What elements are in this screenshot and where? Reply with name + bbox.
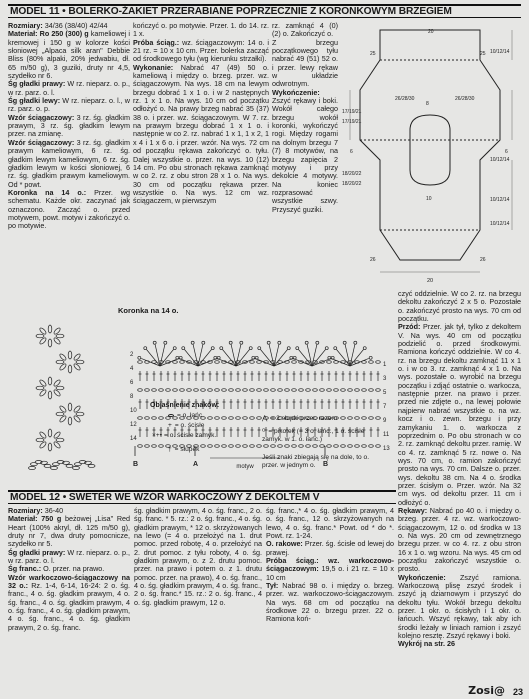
diagram-measure: 25 [370, 51, 376, 57]
paragraph [272, 39, 338, 89]
double-crochet-icon: † [168, 446, 172, 453]
paragraph-text: 3 rz. śg. gładkim prawym, 3 rz. śg. gładkim lewym przer. na zmianę. [8, 112, 130, 139]
paragraph [398, 290, 521, 323]
row-number: 6 [130, 380, 134, 386]
paragraph-heading: Śg franc.: [8, 564, 42, 574]
model11-header: MODEL 11 • BOLERKO-ŻAKIET PRZERABIANE POPRZECZNIE Z KORONKOWYM BRZEGIEM [8, 4, 521, 18]
paragraph-text: beżowej „Lisa" Red Heart (100% akryl, dł. 125 m/50 g), druty nr 7, dwa druty pomocnicze, szydełko nr 5. [8, 514, 130, 549]
paragraph-heading: Śg gładki prawy: [8, 547, 66, 557]
paragraph-heading: Rozmiary: [8, 22, 43, 30]
diagram-measure: 10/12/14 [490, 197, 510, 203]
diagram-measure: 17/19/21 [342, 119, 362, 125]
picot-icon: ᴼ [262, 428, 266, 435]
diagram-measure: 6 [350, 149, 353, 155]
paragraph [8, 97, 130, 114]
paragraph-text: śg. franc.,* 4 o. śg. gładkim prawym, 4 o. śg. franc., 12 o. skrzyżowanych na lewo, 4 o. śg. franc.* Powt. od * do *. Powt. rz. 1-24. [266, 507, 394, 541]
paragraph [398, 574, 521, 641]
paragraph [272, 89, 338, 214]
paragraph [134, 507, 262, 607]
dc2tog-icon: ⋀ [262, 415, 268, 422]
page-number: 23 [512, 687, 523, 697]
paragraph-text: rz. zamknąć 4 (0) (2) o. Zakończyć o. [272, 22, 338, 39]
arrow-label: A [193, 461, 199, 468]
legend-item-picot: ᴼ = pikotek (= 3 o. łańc., 1 o. ścisłe zamyk. w 1. o. łańc.) [262, 428, 365, 443]
paragraph-heading: Śg gładki prawy: [8, 79, 66, 89]
slip-stitch-icon: ×+• [152, 432, 163, 439]
paragraph-text: Przer. śg. ścisłe od lewej do prawej. [266, 539, 394, 557]
diagram-measure: 26 [480, 257, 486, 263]
diagram-measure: 17/19/21 [342, 109, 362, 115]
row-number-right: 1 [383, 362, 387, 368]
paragraph-heading: Materiał: 750 g [8, 514, 62, 524]
paragraph [8, 30, 130, 80]
paragraph [133, 22, 269, 39]
paragraph-heading: Wykrój na str. 26 [398, 639, 455, 649]
row-number-right: 7 [383, 404, 387, 410]
legend-item-dc: † = słupek [168, 446, 200, 453]
single-crochet-icon: + [168, 422, 172, 429]
row-number: 10 [130, 408, 137, 414]
bolero-pattern-diagram [340, 20, 524, 288]
diagram-num-20: 20 [426, 278, 434, 284]
model12-column-2 [134, 507, 262, 695]
paragraph [8, 114, 130, 139]
paragraph-heading: Wykończenie: [398, 572, 446, 582]
paragraph-heading: Próba ściąg.: [133, 37, 180, 47]
diagram-measure: 10/12/14 [490, 49, 510, 55]
paragraph-text: Nabrać po 40 o. i między o. brzeg. przer. 4 rz. wz. warkoczowo-ściągaczowym, 12 o. od środka w 13 o. Na wys. 20 cm od zewnętrznego brzegu przer. w co 4. rz. z obu stron 16 x 1 o. wg wzoru. Na wys. 45 cm od początku zakończyć wszystkie o. prosto. [398, 505, 521, 574]
paragraph [8, 139, 130, 189]
paragraph [266, 582, 394, 624]
model11-column-2 [133, 22, 269, 298]
motif-label: motyw [236, 464, 254, 470]
paragraph-heading: Przód: [398, 322, 421, 332]
row-number-right: 9 [383, 418, 387, 424]
paragraph [266, 507, 394, 540]
paragraph-heading: Koronka na 14 o.: [8, 187, 87, 197]
paragraph [8, 515, 130, 548]
diagram-measure: 26 [370, 257, 376, 263]
paragraph-text: 19,5 o. i 21 rz. = 10 x 10 cm [266, 564, 394, 582]
legend-item-sc: + = o. ścisłe [168, 422, 205, 429]
diagram-measure: 18/20/22 [342, 181, 362, 187]
paragraph-heading: Wzór ściągaczowy: [8, 112, 75, 122]
paragraph-text: wz. ściągaczowym: 14 o. i 21 rz. = 10 x 10 cm. Przer. bolerka zacząć od środkowego tyłu (wg kierunku strzałki). [133, 37, 269, 64]
paragraph-text: W rz. nieparz. o. p., w rz. parz. o. l. [8, 547, 130, 566]
paragraph-text: kameliowej i kremowej i 150 g w kolorze kości słoniowej „Alpaca silk aran" Debbie Bliss (80% alpaki, 20% jedwabiu, dł. 65 m/50 g), 3 guziki, druty nr 4,5, szydełko nr 6. [8, 29, 130, 81]
paragraph-text: kończyć o. po motywie. Przer. 1. do 14. rz. 1 x. [133, 22, 269, 39]
paragraph-text: Zszyć ramiona. Warkoczową plisę zszyć środek i zszyć ją dziarnowym i przyszyć do dekoltu tyłu. Wokół brzegu dekoltu przer. 1 okr. o. ścisłych i 1 okr. o. łańcuch. Wszyć rękawy, tak aby ich środki leżały w liniach ramion i zszyć kolejno resztę. Zszyć rękawy i boki. [398, 572, 521, 641]
paragraph [8, 549, 130, 566]
diagram-measure: 8 [426, 101, 429, 107]
paragraph-text: Przer. wg schematu. Każde okr. zaczynać jak oznaczono. Zacząć o. przed motywem, powt. motyw i zakończyć o. po motywie. [8, 187, 130, 231]
paragraph-text: Nabrać 98 o. i między o. brzeg. przer. wz. warkoczowo-ściągaczowym. Na wys. 68 cm od początku na środkowe 22 o. brzegu przer. 22 o. Ramiona koń- [266, 581, 394, 624]
row-number-right: 13 [383, 446, 390, 452]
model12-header: MODEL 12 • SWETER WE WZÓR WARKOCZOWY Z DEKOLTEM V [8, 490, 396, 504]
model12-column-1 [8, 507, 130, 695]
paragraph [8, 189, 130, 231]
row-number: 12 [130, 422, 137, 428]
diagram-measure: 26/28/30 [455, 96, 475, 102]
paragraph-heading: O. rakowe: [266, 539, 303, 549]
diagram-measure: 10/12/14 [490, 221, 510, 227]
row-number: 4 [130, 366, 134, 372]
row-number-right: 11 [383, 432, 390, 438]
legend-item-slst: ×+• = o. ścisłe zamyk. [152, 432, 217, 439]
paragraph-text: czyć oddzielnie. W co 2. rz. na brzegu dekoltu zakończyć 2 x 5 o. Pozostałe o. zakończyć prosto na wys. 70 cm od początku. [398, 290, 521, 324]
paragraph-heading: Tył: [266, 581, 279, 591]
diagram-measure: 6 [505, 149, 508, 155]
paragraph-heading: Rozmiary: [8, 507, 43, 515]
paragraph-text: 34/36 (38/40) 42/44 [42, 22, 108, 30]
paragraph-text: 36-40 [42, 507, 64, 515]
paragraph [8, 80, 130, 97]
paragraph-heading: Wzór ściągaczowy: [8, 137, 75, 147]
paragraph-text: Nabrać 47 (49) 50 o. kameliową i między o. brzeg. przer. wz. ściągaczowym. Na wys. 18 cm na lewym brzegu dobrać 1 x 1 o. i w 2 następnych rz. 1 x 1 o. Na wys. 10 cm od początku odłożyć o. Na prawy brzeg nabrać 35 (37) 38 o. i przer. wz. ściągaczowym. W 7. rz. na prawym brzegu dobrać 1 x 1 o. i następnie w co 2. rz. nabrać 1 x 1, 1 x 2, 1 x 4 i 1 x 6 o. i przer. wzór. Na wys. 72 cm od początku rękawa zakończyć o. tyłu. Dalej wszystkie o. przer. na wys. 10 (12) 14 cm. Po obu stronach rękawa zamknąć w co 2. rz. z obu stron 28 x 1 o. Na wys. 30 cm od początku rękawa przer. wszystkie o. Na wys. 12 cm wz. ściągaczem, w pierwszym [133, 62, 269, 206]
paragraph [266, 540, 394, 557]
diagram-measure: 10 [426, 196, 432, 202]
row-number: 8 [130, 394, 134, 400]
legend-title: Objaśnienie znaków: [150, 402, 220, 409]
row-number: 14 [130, 436, 137, 442]
arrow-label: B [323, 461, 329, 468]
paragraph-heading: Śg gładki lewy: [8, 96, 61, 106]
model11-column-1 [8, 22, 130, 298]
paragraph-heading: Materiał: Ro 250 (300) g [8, 29, 89, 39]
paragraph-heading: Wzór warkoczowo-ściągaczowy na 32 o.: [8, 572, 130, 591]
chain-stitch-icon [168, 414, 174, 417]
paragraph-text: Rz. 1-4, 6-14, 16-24: 2 o. śg. franc., 4 o. śg. gładkim prawym, 4 o. śg. franc., 4 o. śg. gładkim prawym, 4 o. śg. franc., 4 o. śg. gładkim prawym, 4 o. śg. franc., 4 o. śg. gładkim prawym, 2 o. śg. franc. [8, 581, 130, 632]
diagram-measure: 20 [428, 29, 434, 35]
paragraph [398, 323, 521, 507]
paragraph-text: W rz. nieparz. o. l., w rz. parz. o. p. [8, 96, 130, 114]
paragraph-heading: Wykonanie: [133, 62, 174, 72]
row-number: 2 [130, 352, 134, 358]
row-number-right: 5 [383, 390, 387, 396]
model12-column-3 [266, 507, 394, 695]
signature: Zosi@ [468, 684, 505, 697]
paragraph [266, 557, 394, 582]
diagram-measure: 25 [480, 51, 486, 57]
paragraph [133, 39, 269, 64]
paragraph [398, 507, 521, 574]
paragraph-text: 3 rz. śg. gładkim prawym kameliowym, 6 rz. śg. gładkim lewym kameliowym, 6 rz. śg. gładkim lewym w kości słoniowej, 6 rz. śg. gładkim prawym kameliowym. Od * powt. [8, 137, 130, 189]
koronka-label: Koronka na 14 o. [118, 306, 179, 315]
legend-item-dc2tog: ⋀ = 2 słupki przer. razem [262, 415, 337, 422]
diagram-measure: 26/28/30 [395, 96, 415, 102]
paragraph-text: W rz. nieparz. o. p., w rz. parz. o. l. [8, 79, 130, 97]
paragraph-text: śg. gładkim prawym, 4 o. śg. franc., 2 o. śg. franc. * 5. rz.: 2 o. śg. franc., 4 o. śg. gładkim prawym, * 12 o. skrzyżowanych na lewo (= 4 o. przełożyć na 1. drut pomoc. przed robotę, 4 o. przełożyć na 2. drut pomoc. z tyłu roboty, 4 o. śg. gładkim prawym, o. z 2. drutu pomoc. przer. na prawo i potem o. z 1. drutu pomoc. przer. na prawo), 4 o. śg. franc., 4 o. śg. gładkim prawym, 4 o. śg. franc., 2 o. śg. franc.* 15. rz.: 2 o. śg. franc., 4 o. śg. gładkim prawym, 12 o. [134, 507, 262, 607]
diagram-measure: 10/12/14 [490, 157, 510, 163]
model12-right-column [398, 290, 521, 688]
legend-item-chain: = o. łańc. [168, 412, 204, 419]
paragraph-heading: Rękawy: [398, 505, 428, 515]
paragraph [133, 64, 269, 206]
legend-note: Jeśli znaki zbiegają się na dole, to o. przer. w jednym o. [262, 454, 370, 469]
arrow-label: B [133, 461, 139, 468]
diagram-measure: 18/20/22 [342, 171, 362, 177]
row-number-right: 3 [383, 376, 387, 382]
chart-legend [150, 402, 385, 492]
paragraph-text: Z brzegu początkowego tyłu nabrać 49 (51) 52 o. i przer. lewy rękaw w układzie odwrotnym. [272, 37, 338, 89]
paragraph [272, 22, 338, 39]
paragraph-text: Zszyć rękawy i boki. Wokół całego brzegu wokół koronki, wykończyć rogi. Między rogami na dolnym brzegu 7 (7) 8 motywów, na brzegu zapięcia 2 motywy i przy dekolcie 4 motywy. Na koniec rozprasować wszystkie szwy. Przyszyć guziki. [272, 96, 338, 214]
paragraph [8, 574, 130, 632]
paragraph-text: Przer. jak tył, tylko z dekoltem V. Na wys. 40 cm od początku podzielić o. przed środkowymi. Ramiona kończyć oddzielnie. W co 4. rz. na brzegu dekoltu zamknąć 11 x 1 o. i w co 3. rz. zamknąć 4 x 1 o. Na wys. pozostałe o. wyrobić na brzegu początku i zdjąć ostatnie o. warkocza, następnie przer. na prawo i przer. przed nie zdjęte o., na lewej połowie najpierw nabrać wszystkie o. na wz. kocz i o. zewn. brzegu i przy zamykaniu 1. o. warkocza z poprzednim o. Po obu stronach w co 2. rz. zamknąć dekoltu przer. ramię. W co 4. rz. zamknąć 5 rz. nowe o. Na wys. 70 cm, o. ramion zakończyć prosto na wys. 70 cm. Dalsze o. przer. wys. dekoltu 38 cm. Na 4 o. środka przer. ścisłym o. Przer. wzór. Na 32 cm wys. od dekoltu przer. 11 cm i odłożyć o. [398, 322, 521, 507]
paragraph-text: O. przer. na prawo. [41, 564, 105, 574]
paragraph [398, 640, 521, 648]
model11-column-3 [272, 22, 338, 298]
paragraph-heading: Wykończenie: [272, 87, 320, 97]
paragraph-heading: Próba ściąg.: wz. warkoczowo-ściągaczowym: [266, 556, 394, 574]
